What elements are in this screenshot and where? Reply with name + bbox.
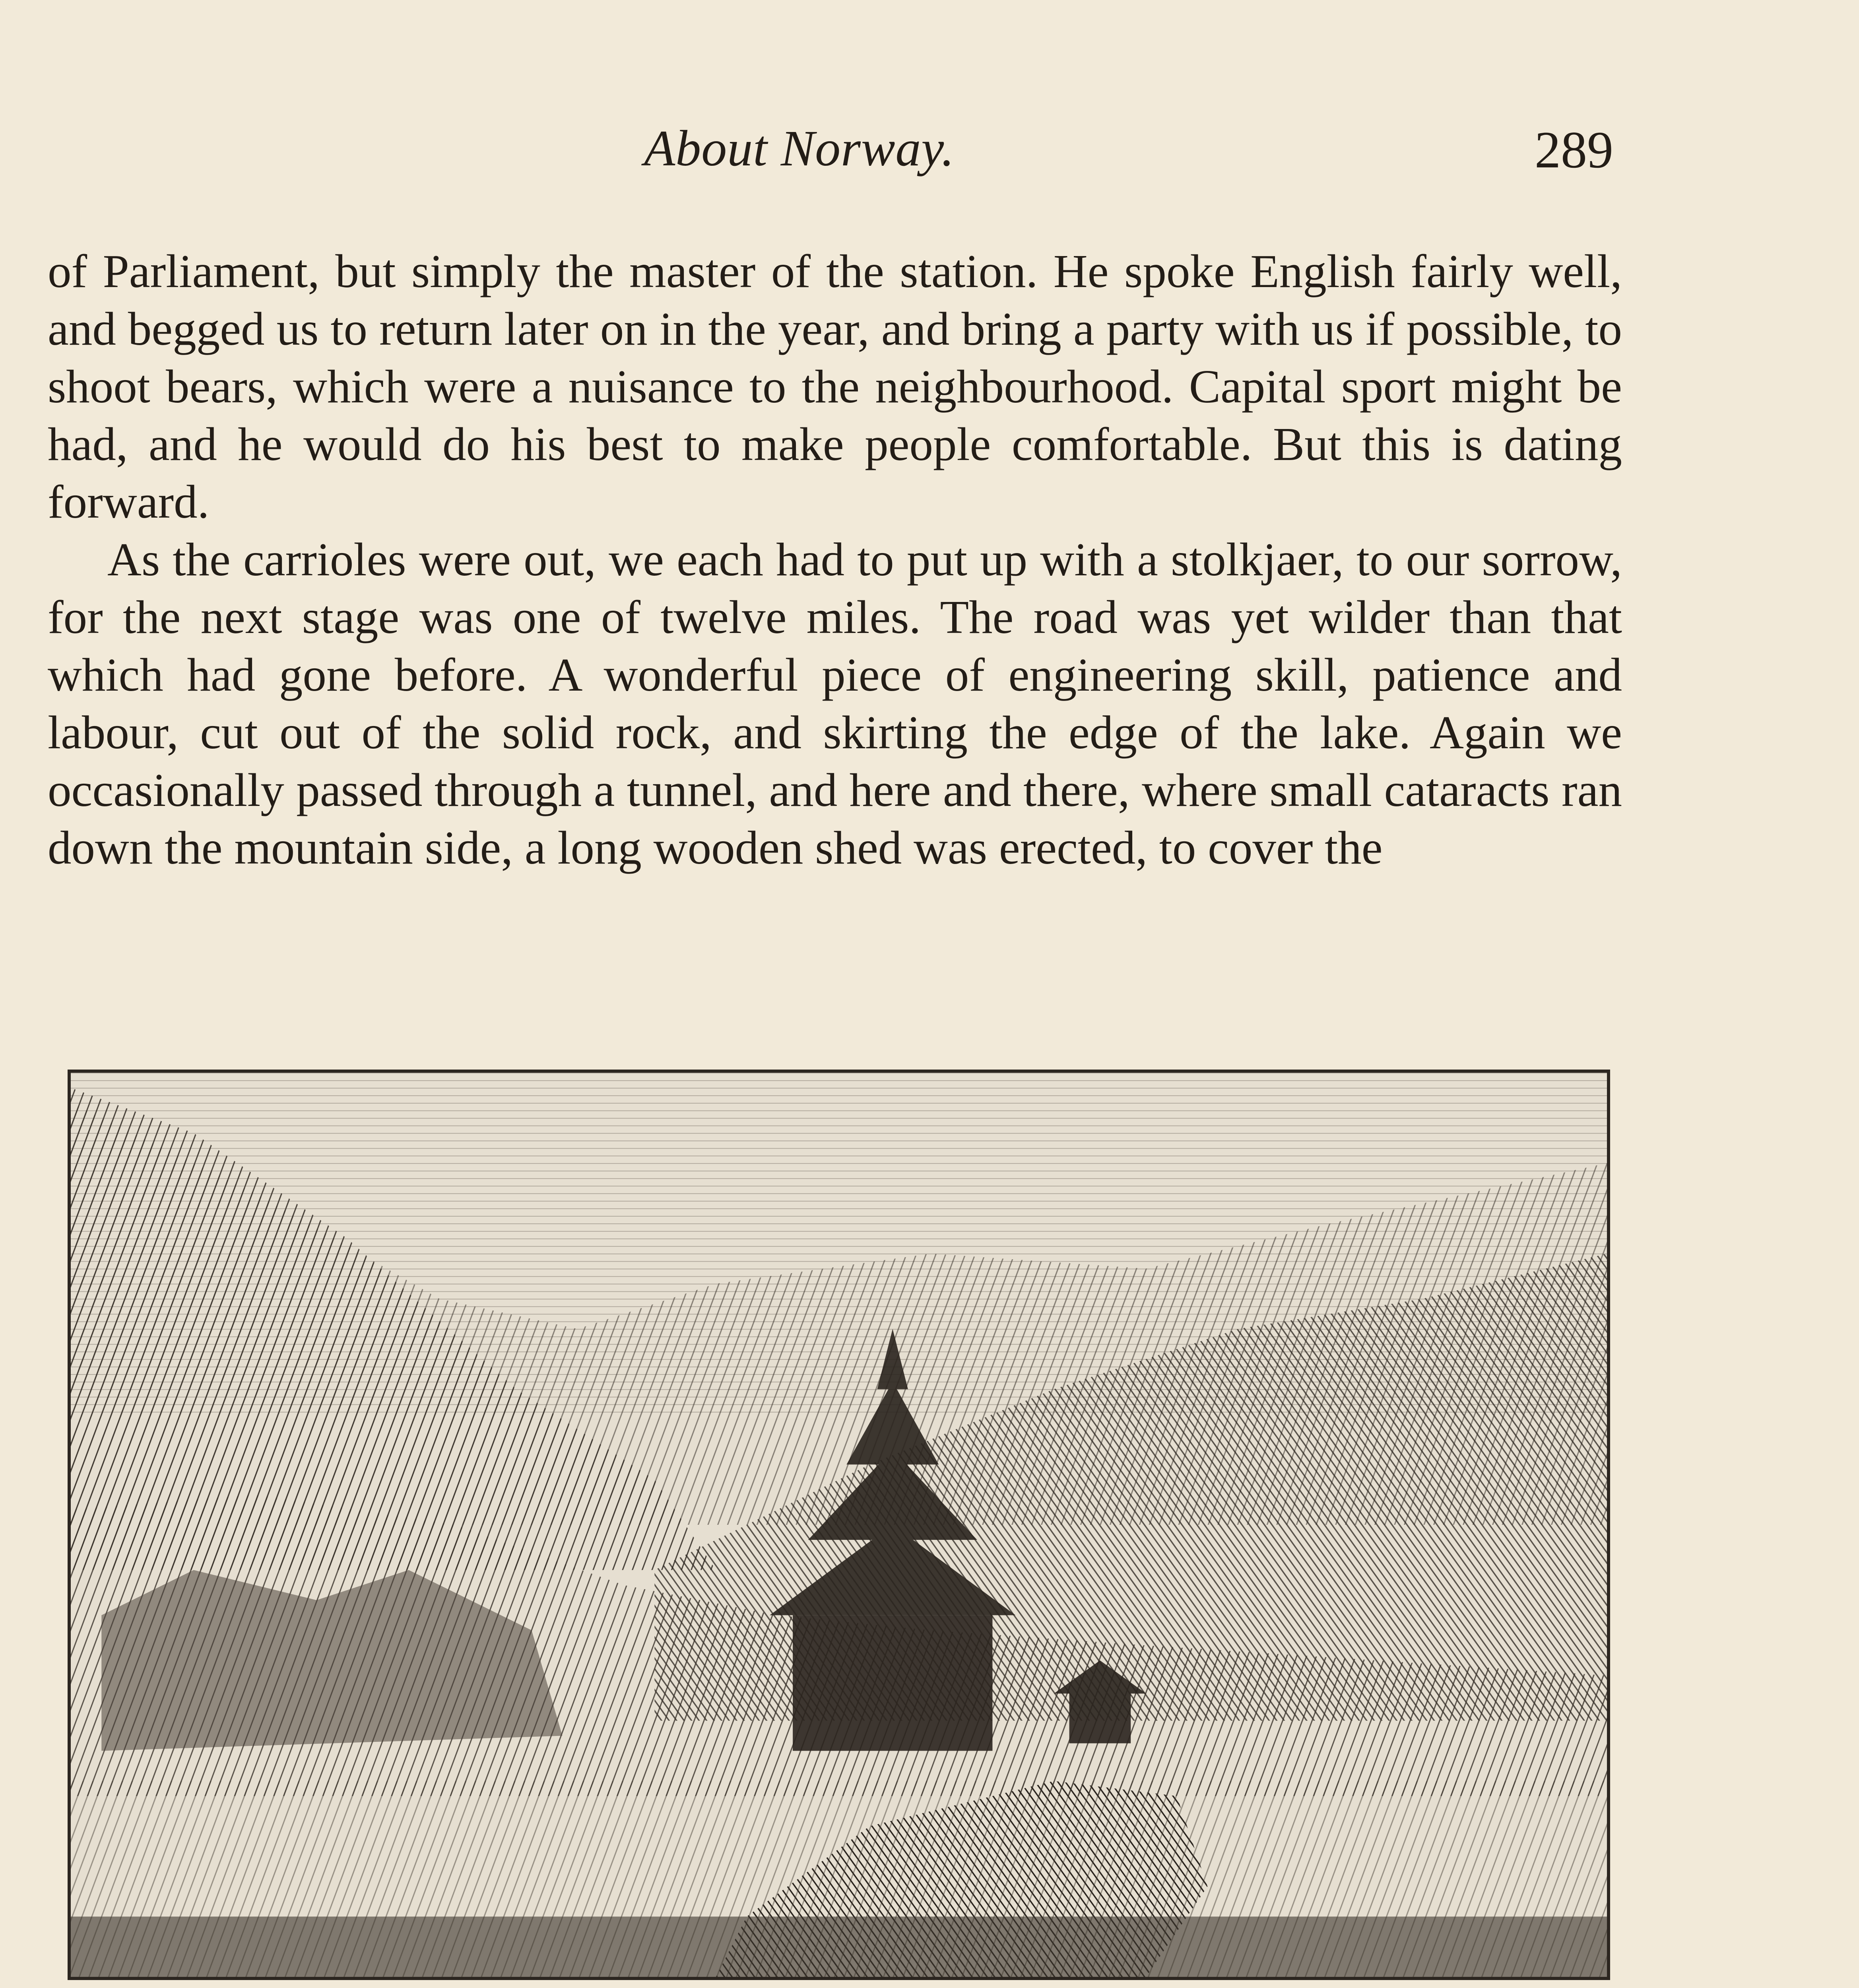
paragraph: of Parliament, but simply the master of the station. He spoke English fairly well, and begged us to return later on in the year, and bring a party with us if possible, to shoot bears, which were a nuisance to the neighbourhood. Capital sport might be had, and he would do his best to make people comfortable. But this is dating forward. [48,245,1622,528]
paragraph: As the carrioles were out, we each had to put up with a stolkjaer, to our sorrow, for the next stage was one of twelve miles. The road was yet wilder than that which had gone before. A wonderful piece of engineering skill, patience and labour, cut out of the solid rock, and skirting the edge of the lake. Again we occasionally passed through a tunnel, and here and there, where small cataracts ran down the mountain side, a long wooden shed was erected, to cover the [48,533,1622,874]
page-number: 289 [1535,120,1613,179]
church-engraving-illustration [68,1070,1610,1980]
running-header-title: About Norway. [644,120,955,177]
body-text-top [48,243,1622,877]
engraving-image [71,1073,1607,1977]
